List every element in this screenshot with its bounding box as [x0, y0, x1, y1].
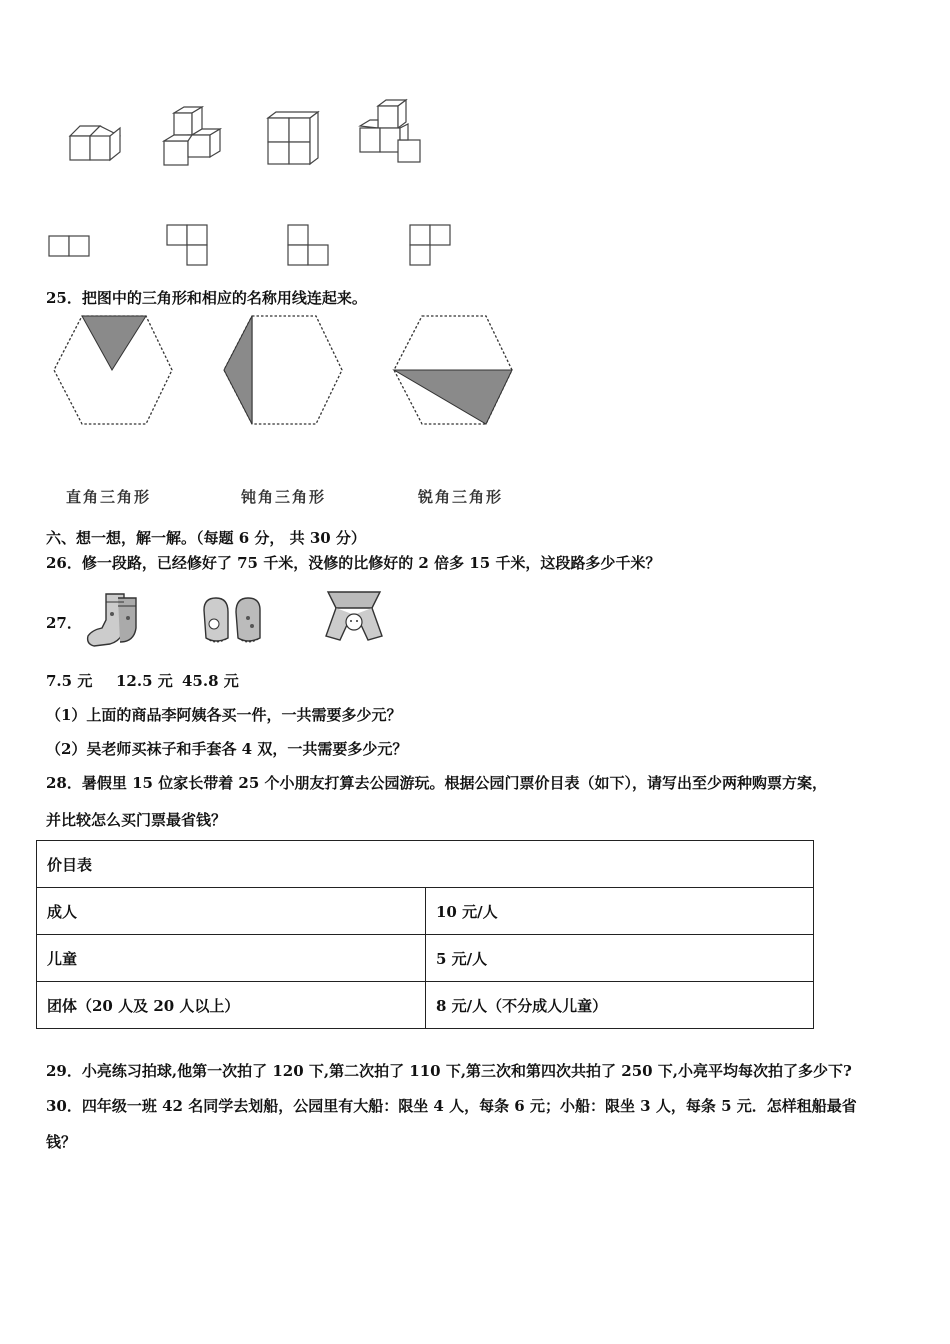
view-figure-4: [408, 223, 458, 273]
price-scarf: 45.8 元: [182, 672, 239, 690]
hexagon-figure-3: [390, 314, 520, 426]
question-27-sub2: （2）吴老师买袜子和手套各 4 双，一共需要多少元？: [46, 740, 408, 758]
triangle-label-acute: 锐角三角形: [418, 488, 504, 506]
question-28-line2: 并比较怎么买门票最省钱？: [46, 811, 227, 829]
ticket-type: 儿童: [37, 935, 426, 982]
price-table: [36, 840, 814, 1029]
cube-figure-2: [160, 105, 230, 175]
cube-figure-4: [356, 98, 426, 168]
table-row: [37, 935, 814, 982]
ticket-type: 团体（20 人及 20 人以上）: [37, 982, 426, 1029]
question-25-text: 25．把图中的三角形和相应的名称用线连起来。: [46, 289, 367, 307]
question-29-text: 29．小亮练习拍球,他第一次拍了 120 下,第二次拍了 110 下,第三次和第四次共拍了 250 下,小亮平均每次拍了多少下?: [46, 1062, 852, 1080]
view-figure-1: [47, 234, 97, 264]
table-row: [37, 982, 814, 1029]
mittens-image: [196, 594, 268, 654]
question-27-number: 27．: [46, 614, 82, 632]
ticket-price: 5 元/人: [426, 935, 814, 982]
cube-figure-3: [264, 110, 324, 175]
view-figure-3: [286, 223, 336, 273]
price-mittens: 12.5 元: [116, 672, 173, 690]
ticket-type: 成人: [37, 888, 426, 935]
section-6-heading: 六、想一想，解一解。（每题 6 分， 共 30 分）: [46, 529, 366, 547]
table-row: [37, 888, 814, 935]
scarf-image: [322, 586, 386, 646]
triangle-label-obtuse: 钝角三角形: [241, 488, 327, 506]
price-table-title: 价目表: [37, 841, 814, 888]
socks-image: [84, 590, 144, 650]
question-30-line2: 钱？: [46, 1133, 77, 1151]
hexagon-figure-1: [50, 314, 180, 426]
question-30-line1: 30．四年级一班 42 名同学去划船，公园里有大船：限坐 4 人，每条 6 元；小船：限坐 3 人，每条 5 元．怎样租船最省: [46, 1097, 857, 1115]
triangle-label-right: 直角三角形: [66, 488, 152, 506]
cube-figure-1: [66, 118, 126, 178]
ticket-price: 8 元/人（不分成人儿童）: [426, 982, 814, 1029]
hexagon-figure-2: [220, 314, 350, 426]
question-26-text: 26．修一段路，已经修好了 75 千米，没修的比修好的 2 倍多 15 千米，这段路多少千米？: [46, 554, 661, 572]
question-28-line1: 28．暑假里 15 位家长带着 25 个小朋友打算去公园游玩。根据公园门票价目表（如下），请写出至少两种购票方案，: [46, 774, 828, 792]
price-socks: 7.5 元: [46, 672, 93, 690]
ticket-price: 10 元/人: [426, 888, 814, 935]
view-figure-2: [165, 223, 215, 273]
question-27-sub1: （1）上面的商品李阿姨各买一件，一共需要多少元？: [46, 706, 402, 724]
